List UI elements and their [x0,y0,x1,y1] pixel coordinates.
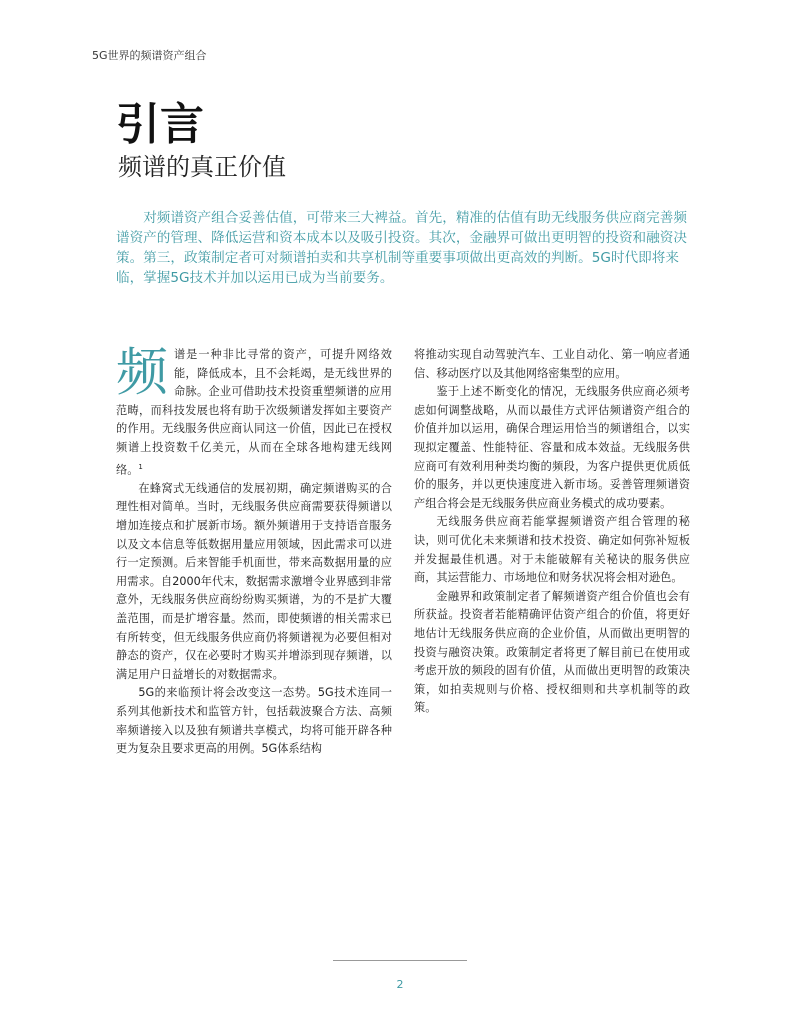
page-number: 2 [396,978,404,991]
body-paragraph: 无线服务供应商若能掌握频谱资产组合管理的秘诀，则可优化未来频谱和技术投资、确定如何弥补短板并发掘最佳机遇。对于未能破解有关秘诀的服务供应商，其运营能力、市场地位和财务状况将会相对逊色。 [414,515,690,585]
intro-paragraph [116,343,392,480]
footer-divider [333,960,467,961]
body-paragraph: 将推动实现自动驾驶汽车、工业自动化、第一响应者通信、移动医疗以及其他网络密集型的应用。 [414,348,690,380]
body-paragraph: 金融界和政策制定者了解频谱资产组合价值也会有所获益。投资者若能精确评估资产组合的价值，将更好地估计无线服务供应商的企业价值，从而做出更明智的投资与融资决策。政策制定者将更了解目前已在使用或考虑开放的频段的固有价值，从而做出更明智的政策决策，如拍卖规则与价格、授权细则和共享机制等的政策。 [414,589,690,715]
page-title: 引言 [116,99,204,150]
body-paragraph: 在蜂窝式无线通信的发展初期，确定频谱购买的合理性相对简单。当时，无线服务供应商需要获得频谱以增加连接点和扩展新市场。额外频谱用于支持语音服务以及文本信息等低数据用量应用领域，因此需求可以进行一定预测。后来智能手机面世，带来高数据用量的应用需求。自2000年代末，数据需求激增令业界感到非常意外，无线服务供应商纷纷购买频谱，为的不是扩大覆盖范围，而是扩增容量。然而，即使频谱的相关需求已有所转变，但无线服务供应商仍将频谱视为必要但相对静态的资产，仅在必要时才购买并增添到现存频谱，以满足用户日益增长的对数据需求。 [116,481,392,681]
footnote-marker[interactable]: 1 [138,462,143,471]
page-subtitle: 频谱的真正价值 [118,153,286,181]
right-column [414,346,690,718]
body-paragraph: 5G的来临预计将会改变这一态势。5G技术连同一系列其他新技术和监管方针，包括载波聚合方法、高频率频谱接入以及独有频谱共享模式，均将可能开辟各种更为复杂且要求更高的用例。5G体系结构 [116,686,392,756]
drop-cap: 频 [116,343,169,403]
lead-paragraph: 对频谱资产组合妥善估值，可带来三大裨益。首先，精准的估值有助无线服务供应商完善频谱资产的管理、降低运营和资本成本以及吸引投资。其次，金融界可做出更明智的投资和融资决策。第三，政策制定者可对频谱拍卖和共享机制等重要事项做出更高效的判断。5G时代即将来临，掌握5G技术并加以运用已成为当前要务。 [116,210,687,286]
intro-text: 谱是一种非比寻常的资产，可提升网络效能，降低成本，且不会耗竭，是无线世界的命脉。企业可借助技术投资重塑频谱的应用范畴，而科技发展也将有助于次级频谱发挥如主要资产的作用。无线服务供应商认同这一价值，因此已在授权频谱上投资数千亿美元，从而在全球各地构建无线网络。 [116,348,392,477]
running-header: 5G世界的频谱资产组合 [92,49,207,62]
left-column [116,343,392,759]
body-paragraph: 鉴于上述不断变化的情况，无线服务供应商必须考虑如何调整战略，从而以最佳方式评估频谱资产组合的价值并加以运用，确保合理运用恰当的频谱组合，以实现拟定覆盖、性能特征、容量和成本效益。无线服务供应商可有效利用种类均衡的频段，为客户提供更优质低价的服务，并以更快速度进入新市场。妥善管理频谱资产组合将会是无线服务供应商业务模式的成功要素。 [414,385,690,510]
